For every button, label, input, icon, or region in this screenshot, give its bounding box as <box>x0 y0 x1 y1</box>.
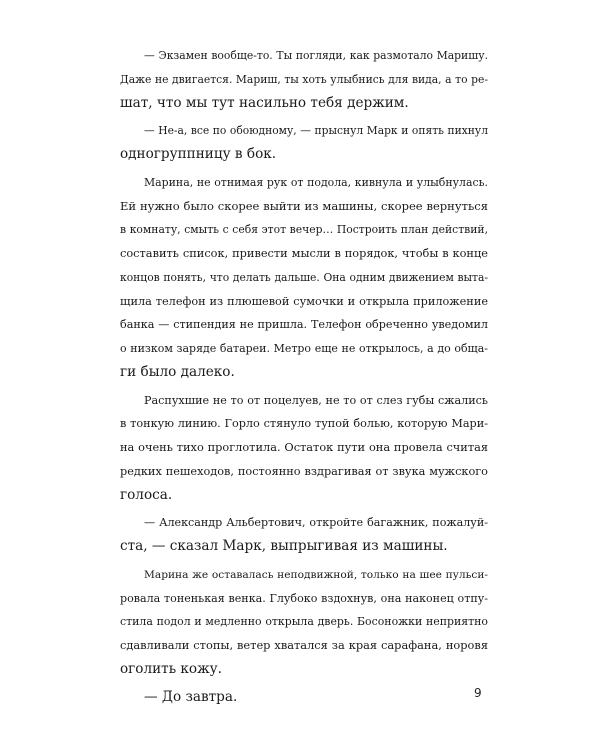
text-line: стила подол и медленно открыла дверь. Босоножки неприятно <box>120 615 488 629</box>
text-line: ги было далеко. <box>120 363 235 380</box>
text-line: Даже не двигается. Мариш, ты хоть улыбнись для вида, а то ре- <box>120 72 488 86</box>
text-line: Марина, не отнимая рук от подола, кивнула и улыбнулась. <box>144 175 488 189</box>
paragraph <box>120 563 488 682</box>
text-line: — Александр Альбертович, откройте багажник, пожалуй- <box>144 516 488 530</box>
text-line: ровала тоненькая венка. Глубоко вздохнув, она наконец отпу- <box>120 591 488 605</box>
text-line: в тонкую линию. Горло стянуло тупой болью, которую Мари- <box>120 417 488 431</box>
text-line: составить список, привести мысли в порядок, чтобы в конце <box>120 246 488 260</box>
text-line: о низком заряде батареи. Метро еще не открылось, а до обща- <box>120 342 488 355</box>
paragraph <box>120 511 488 559</box>
text-line: оголить кожу. <box>120 660 222 677</box>
text-line: — До завтра. <box>144 688 238 705</box>
text-line: — Не-а, все по обоюдному, — прыснул Марк и опять пихнул <box>144 124 488 138</box>
text-line: ста, — сказал Марк, выпрыгивая из машины. <box>120 538 448 554</box>
text-line: сдавливали стопы, ветер хватался за края сарафана, норовя <box>120 638 488 652</box>
text-line: редких пешеходов, постоянно вздрагивая от звука мужского <box>120 464 488 478</box>
text-line: на очень тихо проглотила. Остаток пути она провела считая <box>120 440 488 454</box>
text-line: Распухшие не то от поцелуев, не то от слез губы сжались <box>144 393 488 407</box>
text-line: Марина же оставалась неподвижной, только на шее пульси- <box>144 567 488 581</box>
text-line: концов понять, что делать дальше. Она одним движением выта- <box>120 270 488 284</box>
paragraph <box>120 119 488 167</box>
text-line: щила телефон из плюшевой сумочки и открыла приложение <box>120 294 488 308</box>
text-line: голоса. <box>120 486 173 503</box>
paragraph <box>120 44 488 115</box>
paragraph <box>120 171 488 385</box>
paragraph <box>120 686 488 710</box>
text-line: шат, что мы тут насильно тебя держим. <box>120 94 409 111</box>
book-page-text <box>120 44 488 709</box>
paragraph <box>120 389 488 508</box>
text-line: — Экзамен вообще-то. Ты погляди, как размотало Маришу. <box>144 49 488 62</box>
text-line: банка — стипендия не пришла. Телефон обреченно уведомил <box>120 318 488 332</box>
page-number: 9 <box>474 686 482 700</box>
text-line: Ей нужно было скорее выйти из машины, скорее вернуться <box>120 198 488 213</box>
text-line: одногруппницу в бок. <box>120 146 277 162</box>
text-line: в комнату, смыть с себя этот вечер… Построить план действий, <box>120 223 488 237</box>
